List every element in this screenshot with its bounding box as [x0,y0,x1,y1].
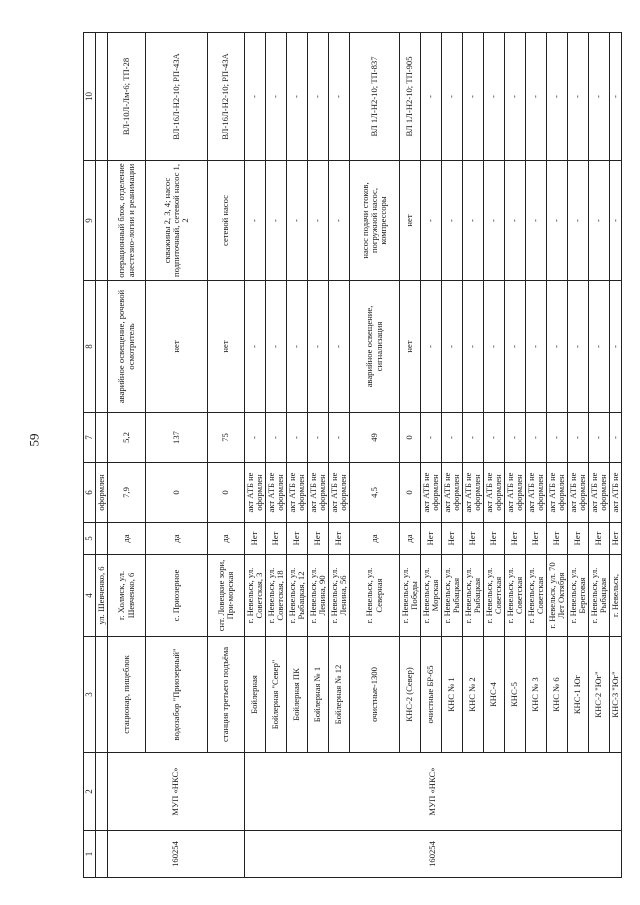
cell-col10: ВЛ 1Л-Н2-10; ТП-905 [400,33,421,161]
table-row [589,33,610,878]
cell-address: снт. Ловецкие зори, При-морская [208,555,245,637]
cell-col5: Нет [442,523,463,555]
cell-col5: Нет [308,523,329,555]
table-row [421,33,442,878]
table-row [308,33,329,878]
table-row [108,33,146,878]
cell-col8: - [610,281,622,413]
cell-col8: - [287,281,308,413]
table-row [245,33,266,878]
cell-object: КНС-5 [505,637,526,753]
cell-col6: акт АТБ не оформлен [505,463,526,523]
cell-col10: - [505,33,526,161]
cell-col9: - [484,161,505,281]
cell-col5: Нет [287,523,308,555]
table-header-row [84,33,96,878]
cell-col8: - [505,281,526,413]
cell-col8: нет [400,281,421,413]
cell-col10: ВЛ-10Л-Лм-6; ТП-28 [108,33,146,161]
cell-object: КНС-2 "Юг" [589,637,610,753]
cell-col7: - [266,413,287,463]
cell-address: г. Невельск, ул. Ленина, 56 [329,555,350,637]
cell-col9: сетевой насос [208,161,245,281]
cell-col8: - [421,281,442,413]
cell-col9: - [505,161,526,281]
cell-col8 [96,281,108,413]
cell-col8: - [547,281,568,413]
cell-col9: - [610,161,622,281]
cell-address: г. Невельск, ул. Морская [421,555,442,637]
cell-col9: - [568,161,589,281]
cell-code: 160254 [245,831,622,878]
table-row [505,33,526,878]
col-header: 10 [84,33,96,161]
cell-col10 [96,33,108,161]
cell-col6: акт АТБ не оформлен [329,463,350,523]
cell-col9: скважины 2, 3, 4; насос подпиточный, сетевой насос 1, 2 [146,161,208,281]
cell-col5: Нет [463,523,484,555]
cell-col7: - [287,413,308,463]
cell-col5: Нет [266,523,287,555]
cell-col7: - [442,413,463,463]
table-row [146,33,208,878]
cell-object: Бойлерная № 1 [308,637,329,753]
cell-object: КНС № 3 [526,637,547,753]
cell-col5: Нет [421,523,442,555]
cell-col5: да [400,523,421,555]
cell-address: г. Невельск, ул. Северная [350,555,400,637]
col-header: 9 [84,161,96,281]
cell-col10: - [589,33,610,161]
cell-col5: да [350,523,400,555]
cell-address: г. Невельск, ул. Рыбацкая [463,555,484,637]
cell-object: стационар, пищеблок [108,637,146,753]
cell-col8: аварийное освещение, рочевой осмотритель [108,281,146,413]
cell-col8: - [463,281,484,413]
cell-address: г. Невельск, ул. Рыбацкая, 12 [287,555,308,637]
cell-col10: - [484,33,505,161]
cell-object: КНС № 1 [442,637,463,753]
cell-col7: - [463,413,484,463]
cell-col5: да [108,523,146,555]
cell-col9: - [308,161,329,281]
cell-object: КНС-4 [484,637,505,753]
table-row [266,33,287,878]
cell-col5: Нет [610,523,622,555]
cell-col10: ВЛ-16Л-Н2-10; РП-43А [208,33,245,161]
cell-col9: насос подачи стоков, погружной насос, компрессоры [350,161,400,281]
cell-col6: акт АТБ не оформлен [245,463,266,523]
cell-col8: - [568,281,589,413]
cell-col9: - [463,161,484,281]
cell-col10: - [463,33,484,161]
cell-col8: - [526,281,547,413]
cell-col7: - [589,413,610,463]
cell-object: КНС-3 "Юг" [610,637,622,753]
cell-col8: нет [208,281,245,413]
cell-object: водозабор "Приозерный" [146,637,208,753]
cell-col9: - [589,161,610,281]
table-row [463,33,484,878]
cell-address: г. Невельск, ул. 70 Лет Октября [547,555,568,637]
cell-col7 [96,413,108,463]
cell-col9: - [526,161,547,281]
cell-col1 [96,831,108,878]
cell-col10: - [421,33,442,161]
cell-col7: - [610,413,622,463]
table-row [400,33,421,878]
cell-col5: Нет [589,523,610,555]
cell-object: КНС-1 Юг [568,637,589,753]
cell-address: г. Невельск, ул. Ленина, 90 [308,555,329,637]
cell-col8: - [484,281,505,413]
cell-col5: Нет [568,523,589,555]
cell-col8: нет [146,281,208,413]
cell-col10: - [568,33,589,161]
cell-col6: акт АТБ не оформлен [484,463,505,523]
cell-col8: - [245,281,266,413]
cell-col6: 4,5 [350,463,400,523]
cell-address: г. Невельск, ул. Советская [484,555,505,637]
cell-address: г. Холмск, ул. Шевченко, 6 [108,555,146,637]
cell-col8: - [308,281,329,413]
cell-col6: акт АТБ не оформлен [287,463,308,523]
cell-col6: 0 [146,463,208,523]
cell-col7: - [245,413,266,463]
cell-col9: - [287,161,308,281]
cell-object: Бойлерная № 12 [329,637,350,753]
col-header: 7 [84,413,96,463]
cell-col7: - [308,413,329,463]
cell-col6: акт АТБ не [610,463,622,523]
cell-col6: акт АТБ не оформлен [308,463,329,523]
cell-address: г. Невельск, ул. Рыбацкая [589,555,610,637]
cell-col7: 137 [146,413,208,463]
cell-col10: - [266,33,287,161]
cell-col5: Нет [329,523,350,555]
cell-col9: - [266,161,287,281]
cell-col7: - [568,413,589,463]
cell-address: г. Невельск, [610,555,622,637]
col-header: 3 [84,637,96,753]
cell-address: г. Невельск, ул. Береговая [568,555,589,637]
cell-col10: - [610,33,622,161]
cell-organization: МУП «НКС» [245,753,622,831]
cell-organization: МУП «НКС» [108,753,245,831]
cell-address: г. Невельск, ул. Советская [526,555,547,637]
table-row [526,33,547,878]
cell-address: г. Невельск, ул. Советская, 18 [266,555,287,637]
cell-col8: - [589,281,610,413]
cell-address: ул. Шевченко, 6 [96,555,108,637]
cell-col9: - [329,161,350,281]
cell-object: очистные-1300 [350,637,400,753]
cell-object: Бойлерная "Север" [266,637,287,753]
cell-col8: аварийное освещение, сигнализация [350,281,400,413]
cell-col6: 0 [400,463,421,523]
table-row [350,33,400,878]
cell-col6: акт АТБ не оформлен [526,463,547,523]
cell-code: 160254 [108,831,245,878]
cell-col6: оформлен [96,463,108,523]
cell-col6: акт АТБ не оформлен [589,463,610,523]
cell-col10: - [308,33,329,161]
cell-col5: Нет [526,523,547,555]
cell-col10: - [547,33,568,161]
cell-col2 [96,753,108,831]
cell-col6: акт АТБ не оформлен [266,463,287,523]
cell-col5: да [208,523,245,555]
cell-object: Бойлерная [245,637,266,753]
cell-col7: 0 [400,413,421,463]
cell-col9: - [442,161,463,281]
cell-col9: - [421,161,442,281]
cell-col6: 7,9 [108,463,146,523]
cell-col7: - [421,413,442,463]
table-row [442,33,463,878]
cell-col6: акт АТБ не оформлен [568,463,589,523]
page-number: 59 [26,433,42,447]
cell-col10: - [245,33,266,161]
cell-col8: - [266,281,287,413]
cell-col9 [96,161,108,281]
cell-address: г. Невельск, ул. Рыбацкая [442,555,463,637]
cell-col7: - [329,413,350,463]
cell-object: КНС-2 (Север) [400,637,421,753]
col-header: 2 [84,753,96,831]
table-row [329,33,350,878]
cell-col7: - [547,413,568,463]
table-row [208,33,245,878]
cell-col7: - [484,413,505,463]
rotated-table-container [83,33,620,878]
cell-object: станция третьего подъёма [208,637,245,753]
cell-col5: Нет [547,523,568,555]
cell-col10: - [329,33,350,161]
table-row [287,33,308,878]
table-row [568,33,589,878]
cell-address: с. Приозерное [146,555,208,637]
col-header: 6 [84,463,96,523]
cell-col7: 49 [350,413,400,463]
table-row [484,33,505,878]
col-header: 4 [84,555,96,637]
cell-col5: Нет [245,523,266,555]
cell-col9: операционный блок, отделение анестезио-логии и реанимации [108,161,146,281]
cell-col7: 5,2 [108,413,146,463]
table-row [610,33,622,878]
cell-col7: - [505,413,526,463]
cell-col10: ВЛ-16Л-Н2-10; РП-43А [146,33,208,161]
col-header: 1 [84,831,96,878]
cell-col6: 0 [208,463,245,523]
cell-object: Бойлерная ПК [287,637,308,753]
cell-col9: - [547,161,568,281]
cell-object: очистные БР-65 [421,637,442,753]
cell-address: г. Невельск, ул. Советская, 3 [245,555,266,637]
cell-col5: Нет [505,523,526,555]
cell-col9: - [245,161,266,281]
cell-address: г. Невельск, ул. Советская [505,555,526,637]
cell-col8: - [442,281,463,413]
cell-col10: - [526,33,547,161]
document-table [83,32,622,878]
cell-col8: - [329,281,350,413]
cell-col6: акт АТБ не оформлен [463,463,484,523]
cell-col6: акт АТБ не оформлен [442,463,463,523]
col-header: 5 [84,523,96,555]
cell-object: КНС № 6 [547,637,568,753]
cell-col6: акт АТБ не оформлен [547,463,568,523]
cell-col10: - [442,33,463,161]
cell-col9: нет [400,161,421,281]
cell-col6: акт АТБ не оформлен [421,463,442,523]
cell-col7: 75 [208,413,245,463]
cell-col10: - [287,33,308,161]
table-row [547,33,568,878]
cell-address: г. Невельск, ул. Победы [400,555,421,637]
table-row [96,33,108,878]
col-header: 8 [84,281,96,413]
cell-col7: - [526,413,547,463]
cell-col5: Нет [484,523,505,555]
cell-col5 [96,523,108,555]
cell-object: КНС № 2 [463,637,484,753]
cell-object [96,637,108,753]
cell-col5: да [146,523,208,555]
cell-col10: ВЛ 1Л-Н2-10; ТП-837 [350,33,400,161]
